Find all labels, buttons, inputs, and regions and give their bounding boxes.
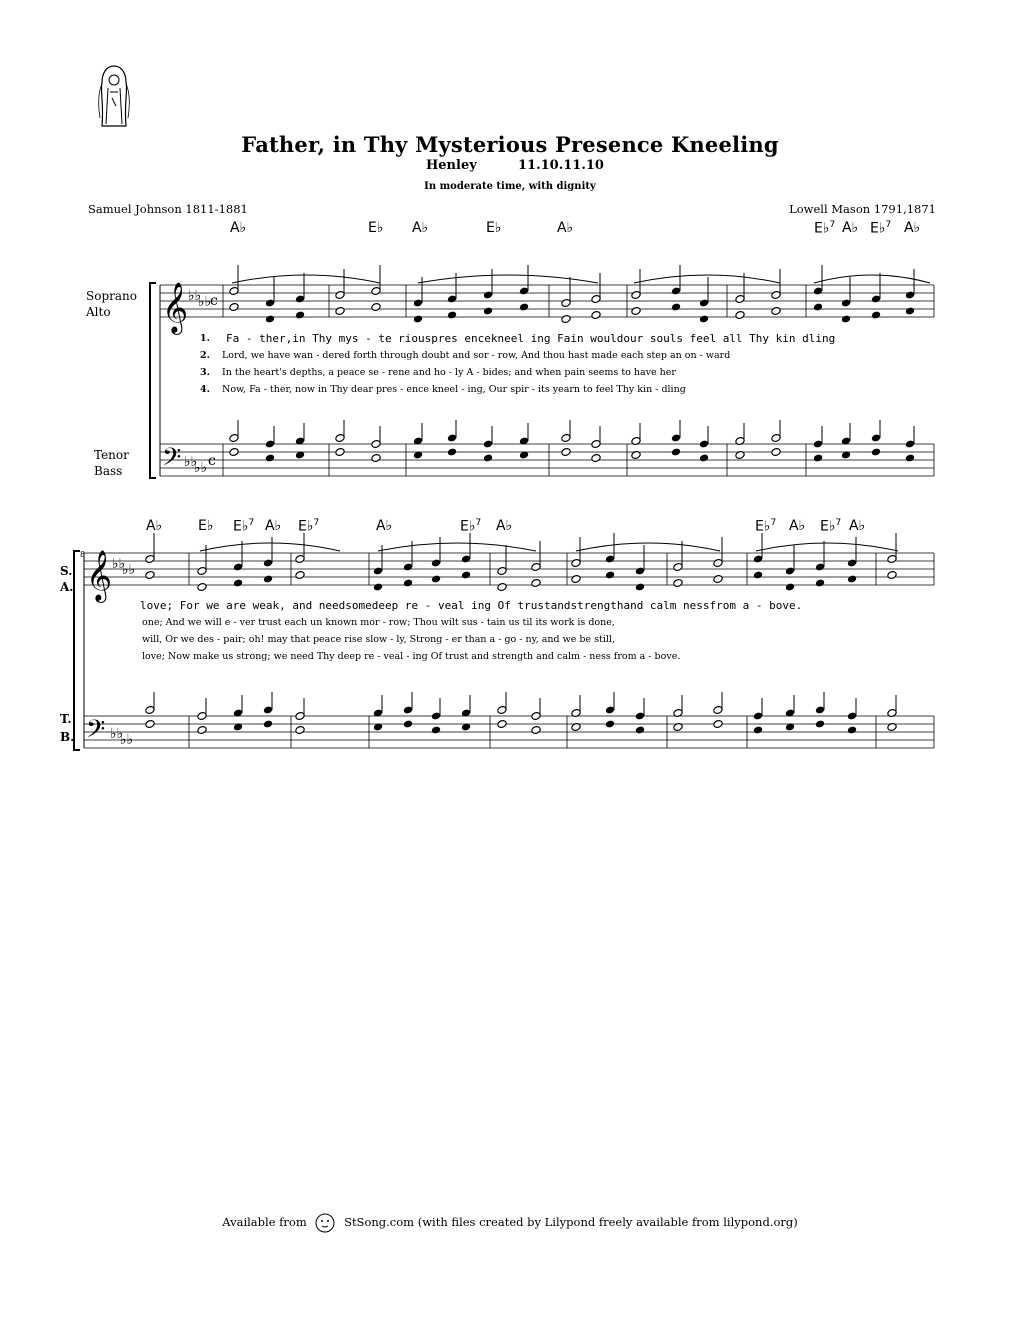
note-head [265, 454, 275, 463]
music-glyph: ♭♭ [184, 454, 198, 470]
verse-1-line-1: Fa - ther,in Thy mys - te riouspres encekneel ing Fain wouldour souls feel all Thy kin dling [226, 332, 836, 345]
note-head [413, 315, 423, 324]
note-head [591, 454, 601, 463]
note-head [713, 720, 723, 729]
note-head [847, 726, 857, 735]
note-head [841, 315, 851, 324]
music-glyph: ♭♭ [188, 288, 202, 304]
chord-symbol: E♭$^7$ [233, 518, 255, 535]
note-head [197, 583, 207, 592]
note-head [871, 448, 881, 457]
note-head [447, 311, 457, 320]
verse-2-line-2: one; And we will e - ver trust each un known mor - row; Thou wilt sus - tain us til its work is done, [142, 617, 615, 628]
music-glyph: 𝄞 [162, 282, 189, 333]
verse-3-line-2: will, Or we des - pair; oh! may that peace rise slow - ly, Strong - er than a - go - ny, and we be still, [142, 634, 615, 645]
verse-number: 4. [200, 384, 210, 395]
note-head [371, 454, 381, 463]
poet-credit: Samuel Johnson 1811-1881 [88, 202, 248, 216]
slur [378, 543, 536, 551]
note-head [887, 571, 897, 580]
note-head [295, 726, 305, 735]
chord-symbol: A♭ [146, 518, 163, 534]
music-glyph: ♭♭ [194, 460, 208, 476]
music-glyph: c [208, 453, 216, 469]
chord-symbol: E♭$^7$ [755, 518, 777, 535]
note-head [197, 726, 207, 735]
note-head [265, 315, 275, 324]
tenor-abbr-label: T. [60, 712, 72, 726]
note-head [497, 720, 507, 729]
stsong-logo-icon [314, 1210, 336, 1236]
note-head [295, 311, 305, 320]
note-head [371, 303, 381, 312]
note-head [145, 720, 155, 729]
chord-symbol: E♭$^7$ [460, 518, 482, 535]
note-head [871, 311, 881, 320]
note-head [631, 307, 641, 316]
note-head [905, 307, 915, 316]
chord-symbol: A♭ [496, 518, 513, 534]
note-head [145, 571, 155, 580]
note-head [461, 571, 471, 580]
note-head [847, 575, 857, 584]
slur [814, 275, 930, 283]
note-head [447, 448, 457, 457]
bass-label: Bass [94, 464, 123, 478]
note-head [905, 454, 915, 463]
note-head [571, 575, 581, 584]
note-head [335, 307, 345, 316]
note-head [753, 726, 763, 735]
note-head [813, 454, 823, 463]
tempo-marking: In moderate time, with dignity [424, 181, 596, 192]
note-head [431, 575, 441, 584]
chord-symbol: A♭ [904, 220, 921, 236]
note-head [753, 571, 763, 580]
chord-symbol: E♭ [486, 220, 502, 236]
tenor-label: Tenor [94, 448, 129, 462]
verse-number: 2. [200, 350, 210, 361]
chord-symbol: E♭$^7$ [814, 220, 836, 237]
composer-credit: Lowell Mason 1791,1871 [789, 202, 936, 216]
note-head [699, 315, 709, 324]
chord-symbol: A♭ [842, 220, 859, 236]
note-head [671, 303, 681, 312]
note-head [531, 726, 541, 735]
note-head [431, 726, 441, 735]
note-head [635, 726, 645, 735]
chord-symbol: E♭$^7$ [820, 518, 842, 535]
meter: 11.10.11.10 [518, 158, 604, 173]
slur [756, 543, 898, 551]
footer-link-text[interactable]: StSong.com (with files created by Lilypond freely available from lilypond.org) [344, 1215, 798, 1229]
note-head [591, 311, 601, 320]
tune-name: Henley [426, 158, 477, 173]
chord-symbol: E♭$^7$ [298, 518, 320, 535]
slur [634, 275, 780, 283]
chord-symbol: A♭ [557, 220, 574, 236]
system-bracket [74, 551, 80, 750]
music-glyph: c [210, 293, 218, 309]
alto-abbr-label: A. [60, 580, 74, 594]
music-glyph: 𝄢 [162, 443, 182, 478]
verse-1-line-2: love; For we are weak, and needsomedeep re - veal ing Of trustandstrengthand calm nessfrom a - bove. [140, 599, 803, 612]
note-head [483, 307, 493, 316]
soprano-abbr-label: S. [60, 564, 73, 578]
verse-4-line-1: Now, Fa - ther, now in Thy dear pres - ence kneel - ing, Our spir - its yearn to feel Thy kin - dling [222, 384, 686, 395]
slur [200, 543, 340, 551]
chord-symbol: A♭ [265, 518, 282, 534]
footer-prefix: Available from [222, 1215, 307, 1229]
note-head [519, 303, 529, 312]
note-head [673, 579, 683, 588]
note-head [735, 311, 745, 320]
verse-number: 3. [200, 367, 210, 378]
slur [232, 275, 380, 283]
note-head [295, 571, 305, 580]
note-head [785, 583, 795, 592]
note-head [771, 448, 781, 457]
music-glyph: 𝄢 [86, 715, 106, 750]
note-head [229, 448, 239, 457]
note-head [403, 720, 413, 729]
bass-abbr-label: B. [60, 730, 75, 744]
note-head [561, 315, 571, 324]
note-head [671, 448, 681, 457]
music-glyph: ♭♭ [198, 294, 212, 310]
music-glyph: 𝄞 [86, 550, 113, 601]
hymn-title: Father, in Thy Mysterious Presence Kneeling [241, 132, 779, 157]
chord-symbol: A♭ [789, 518, 806, 534]
music-glyph: ♭♭ [120, 732, 134, 748]
note-head [531, 579, 541, 588]
chord-symbol: E♭$^7$ [870, 220, 892, 237]
note-head [263, 575, 273, 584]
verse-3-line-1: In the heart's depths, a peace se - rene and ho - ly A - bides; and when pain seems to have her [222, 367, 676, 378]
slur [576, 543, 720, 551]
note-head [813, 303, 823, 312]
chord-symbol: A♭ [230, 220, 247, 236]
verse-2-line-1: Lord, we have wan - dered forth through doubt and sor - row, And thou hast made each step an on - ward [222, 350, 731, 361]
chord-symbol: E♭ [198, 518, 214, 534]
alto-label: Alto [86, 305, 111, 319]
note-head [605, 720, 615, 729]
system-bracket [150, 283, 156, 478]
note-head [771, 307, 781, 316]
music-glyph: ♭♭ [122, 562, 136, 578]
slur [418, 275, 598, 283]
chord-symbol: A♭ [412, 220, 429, 236]
note-head [605, 571, 615, 580]
note-head [713, 575, 723, 584]
note-head [815, 720, 825, 729]
note-head [699, 454, 709, 463]
note-head [263, 720, 273, 729]
chord-symbol: E♭ [368, 220, 384, 236]
music-glyph: ♭♭ [110, 726, 124, 742]
verse-4-line-2: love; Now make us strong; we need Thy deep re - veal - ing Of trust and strength and calm - ness from a - bove. [142, 651, 681, 662]
note-head [497, 583, 507, 592]
chord-symbol: A♭ [376, 518, 393, 534]
note-head [483, 454, 493, 463]
note-head [635, 583, 645, 592]
note-head [403, 579, 413, 588]
note-head [233, 579, 243, 588]
note-head [335, 448, 345, 457]
note-head [373, 583, 383, 592]
note-head [815, 579, 825, 588]
soprano-label: Soprano [86, 289, 137, 303]
verse-number: 1. [200, 333, 210, 344]
chord-symbol: A♭ [849, 518, 866, 534]
footer [0, 1210, 1020, 1236]
music-glyph: ♭♭ [112, 556, 126, 572]
note-head [229, 303, 239, 312]
note-head [561, 448, 571, 457]
measure-number: 8 [80, 550, 86, 559]
